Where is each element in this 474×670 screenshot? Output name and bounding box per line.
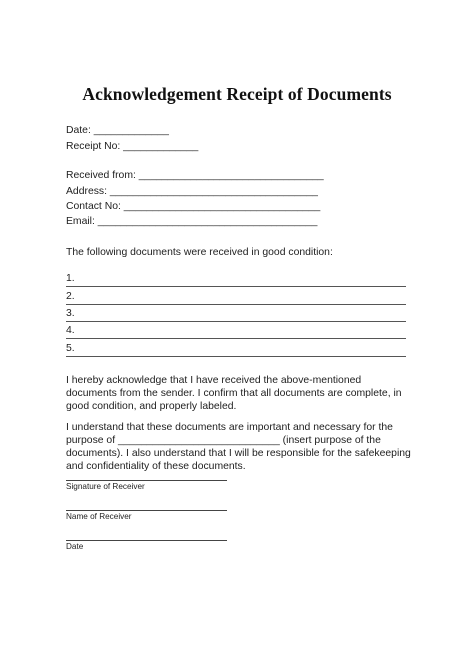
date-line xyxy=(66,540,227,541)
document-row-number: 4. xyxy=(66,325,75,336)
signature-line xyxy=(66,480,227,481)
document-row-number: 1. xyxy=(66,273,75,284)
contact-no-field: Contact No: __________________________________ xyxy=(66,201,321,212)
document-row xyxy=(66,272,406,287)
document-row xyxy=(66,324,406,339)
receipt-no-field: Receipt No: _____________ xyxy=(66,141,199,152)
document-row xyxy=(66,290,406,305)
date-label: Date xyxy=(66,542,84,551)
purpose-paragraph: I understand that these documents are important and necessary for the purpose of ____________________________ (insert purpose of the documents). I also understand that I will be responsible for the safekeeping and confidentiality of these documents. xyxy=(66,422,411,472)
name-label: Name of Receiver xyxy=(66,512,132,521)
acknowledgement-paragraph: I hereby acknowledge that I have received the above-mentioned documents from the sender. I confirm that all documents are complete, in good condition, and properly labeled. xyxy=(66,375,402,412)
document-row-number: 5. xyxy=(66,343,75,354)
received-from-field: Received from: ________________________________ xyxy=(66,170,324,181)
signature-label: Signature of Receiver xyxy=(66,482,145,491)
document-row-number: 2. xyxy=(66,291,75,302)
address-field: Address: ____________________________________ xyxy=(66,186,318,197)
intro-text: The following documents were received in good condition: xyxy=(66,247,333,258)
email-field: Email: ______________________________________ xyxy=(66,216,318,227)
document-row xyxy=(66,342,406,357)
document-title: Acknowledgement Receipt of Documents xyxy=(82,84,392,104)
document-row xyxy=(66,307,406,322)
date-field: Date: _____________ xyxy=(66,125,169,136)
document-row-number: 3. xyxy=(66,308,75,319)
name-line xyxy=(66,510,227,511)
